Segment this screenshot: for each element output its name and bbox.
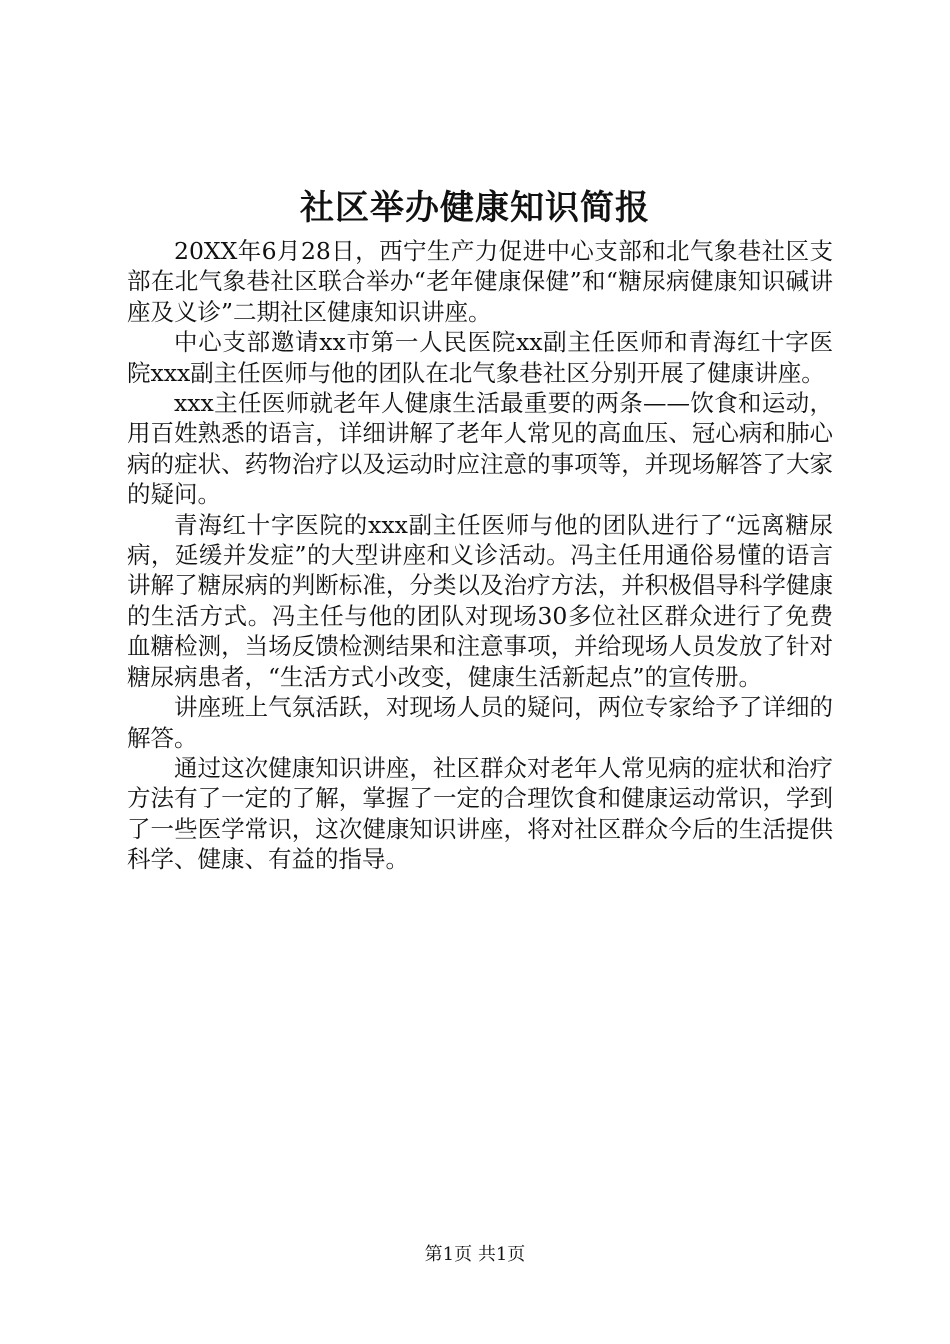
- paragraph-2: 中心支部邀请xx市第一人民医院xx副主任医师和青海红十字医院xxx副主任医师与他的团队在北气象巷社区分别开展了健康讲座。: [127, 328, 833, 387]
- paragraph-4: 青海红十字医院的xxx副主任医师与他的团队进行了“远离糖尿病，延缓并发症”的大型讲座和义诊活动。冯主任用通俗易懂的语言讲解了糖尿病的判断标准，分类以及治疗方法，并积极倡导科学健康的生活方式。冯主任与他的团队对现场30多位社区群众进行了免费血糖检测，当场反馈检测结果和注意事项，并给现场人员发放了针对糖尿病患者，“生活方式小改变，健康生活新起点”的宣传册。: [127, 510, 833, 691]
- document-title: 社区举办健康知识简报: [300, 188, 650, 228]
- document-body: [127, 236, 833, 875]
- paragraph-5: 讲座班上气氛活跃，对现场人员的疑问，两位专家给予了详细的解答。: [127, 693, 833, 752]
- page-number-footer: 第1页 共1页: [424, 1244, 526, 1265]
- paragraph-6: 通过这次健康知识讲座，社区群众对老年人常见病的症状和治疗方法有了一定的了解，掌握了一定的合理饮食和健康运动常识，学到了一些医学常识，这次健康知识讲座，将对社区群众今后的生活提供科学、健康、有益的指导。: [127, 753, 833, 874]
- paragraph-3: xxx主任医师就老年人健康生活最重要的两条——饮食和运动，用百姓熟悉的语言，详细讲解了老年人常见的高血压、冠心病和肺心病的症状、药物治疗以及运动时应注意的事项等，并现场解答了大家的疑问。: [127, 389, 833, 509]
- paragraph-1: 20XX年6月28日，西宁生产力促进中心支部和北气象巷社区支部在北气象巷社区联合举办“老年健康保健”和“糖尿病健康知识碱讲座及义诊”二期社区健康知识讲座。: [127, 237, 833, 326]
